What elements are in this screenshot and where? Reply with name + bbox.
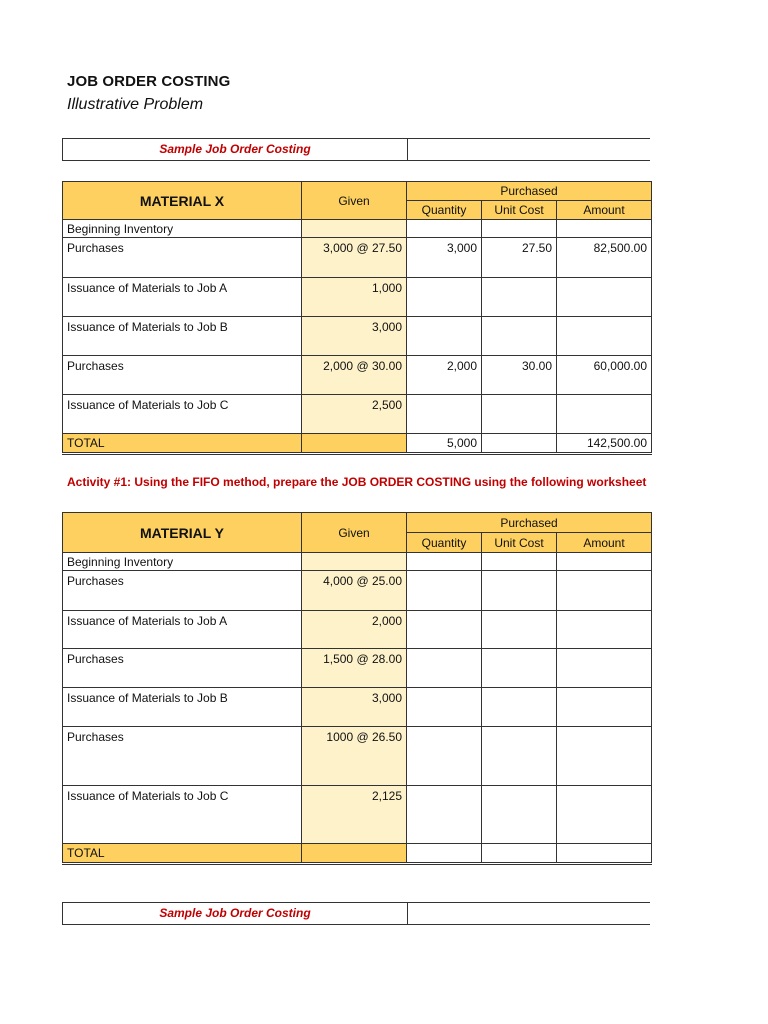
row-label: Purchases xyxy=(63,649,302,688)
row-label: Issuance of Materials to Job C xyxy=(63,395,302,434)
purchased-header: Purchased xyxy=(407,513,652,533)
unit-cost-cell[interactable] xyxy=(482,688,557,727)
amount-cell[interactable] xyxy=(557,649,652,688)
amount-cell: 60,000.00 xyxy=(557,356,652,395)
beginning-inventory-label: Beginning Inventory xyxy=(63,553,302,571)
given-cell: 3,000 xyxy=(302,688,407,727)
row-label: Issuance of Materials to Job A xyxy=(63,611,302,649)
sample-label: Sample Job Order Costing xyxy=(63,903,408,924)
amount-cell[interactable] xyxy=(557,553,652,571)
given-cell: 2,125 xyxy=(302,786,407,844)
amount-cell[interactable] xyxy=(557,688,652,727)
quantity-cell[interactable] xyxy=(407,727,482,786)
given-cell xyxy=(302,220,407,238)
amount-header: Amount xyxy=(557,533,652,553)
given-cell: 1,000 xyxy=(302,278,407,317)
unit-cost-header: Unit Cost xyxy=(482,533,557,553)
material-y-table xyxy=(62,512,652,865)
material-x-table xyxy=(62,181,652,455)
row-label: Purchases xyxy=(63,238,302,278)
total-amount: 142,500.00 xyxy=(557,434,652,454)
given-cell xyxy=(302,553,407,571)
given-cell: 1,500 @ 28.00 xyxy=(302,649,407,688)
total-label: TOTAL xyxy=(63,434,302,454)
amount-cell xyxy=(557,317,652,356)
unit-cost-cell xyxy=(482,278,557,317)
amount-cell[interactable] xyxy=(557,611,652,649)
given-cell: 1000 @ 26.50 xyxy=(302,727,407,786)
amount-cell[interactable] xyxy=(557,727,652,786)
amount-cell: 82,500.00 xyxy=(557,238,652,278)
quantity-cell[interactable] xyxy=(407,786,482,844)
unit-cost-cell xyxy=(482,317,557,356)
given-cell: 3,000 @ 27.50 xyxy=(302,238,407,278)
unit-cost-cell[interactable] xyxy=(482,727,557,786)
row-label: Purchases xyxy=(63,356,302,395)
quantity-cell: 3,000 xyxy=(407,238,482,278)
quantity-cell xyxy=(407,317,482,356)
amount-cell[interactable] xyxy=(557,571,652,611)
given-cell: 2,500 xyxy=(302,395,407,434)
amount-header: Amount xyxy=(557,201,652,220)
quantity-cell: 2,000 xyxy=(407,356,482,395)
unit-cost-cell: 30.00 xyxy=(482,356,557,395)
unit-cost-cell: 27.50 xyxy=(482,238,557,278)
total-unit-cost[interactable] xyxy=(482,844,557,864)
material-y-heading: MATERIAL Y xyxy=(63,513,302,553)
total-quantity: 5,000 xyxy=(407,434,482,454)
purchased-header: Purchased xyxy=(407,182,652,201)
unit-cost-cell[interactable] xyxy=(482,611,557,649)
quantity-cell xyxy=(407,278,482,317)
quantity-cell xyxy=(407,220,482,238)
sample-header-bar xyxy=(62,138,650,161)
row-label: Issuance of Materials to Job B xyxy=(63,317,302,356)
quantity-cell[interactable] xyxy=(407,649,482,688)
quantity-cell[interactable] xyxy=(407,553,482,571)
activity-instruction: Activity #1: Using the FIFO method, prepare the JOB ORDER COSTING using the following worksheet xyxy=(67,475,647,489)
quantity-header: Quantity xyxy=(407,201,482,220)
total-quantity[interactable] xyxy=(407,844,482,864)
row-label: Purchases xyxy=(63,571,302,611)
total-given-cell xyxy=(302,434,407,454)
unit-cost-cell[interactable] xyxy=(482,786,557,844)
page-subtitle: Illustrative Problem xyxy=(67,96,204,113)
page-title: JOB ORDER COSTING xyxy=(67,73,231,90)
amount-cell xyxy=(557,395,652,434)
unit-cost-header: Unit Cost xyxy=(482,201,557,220)
quantity-cell[interactable] xyxy=(407,688,482,727)
row-label: Issuance of Materials to Job C xyxy=(63,786,302,844)
unit-cost-cell xyxy=(482,395,557,434)
amount-cell[interactable] xyxy=(557,786,652,844)
total-label: TOTAL xyxy=(63,844,302,864)
total-amount[interactable] xyxy=(557,844,652,864)
given-cell: 4,000 @ 25.00 xyxy=(302,571,407,611)
unit-cost-cell xyxy=(482,220,557,238)
unit-cost-cell[interactable] xyxy=(482,571,557,611)
quantity-cell[interactable] xyxy=(407,611,482,649)
quantity-cell xyxy=(407,395,482,434)
total-given-cell xyxy=(302,844,407,864)
quantity-cell[interactable] xyxy=(407,571,482,611)
amount-cell xyxy=(557,278,652,317)
row-label: Purchases xyxy=(63,727,302,786)
given-cell: 2,000 xyxy=(302,611,407,649)
unit-cost-cell[interactable] xyxy=(482,649,557,688)
row-label: Issuance of Materials to Job B xyxy=(63,688,302,727)
row-label: Issuance of Materials to Job A xyxy=(63,278,302,317)
sample-footer-bar xyxy=(62,902,650,925)
total-unit-cost xyxy=(482,434,557,454)
beginning-inventory-label: Beginning Inventory xyxy=(63,220,302,238)
amount-cell xyxy=(557,220,652,238)
given-cell: 2,000 @ 30.00 xyxy=(302,356,407,395)
given-header: Given xyxy=(302,182,407,220)
unit-cost-cell[interactable] xyxy=(482,553,557,571)
sample-label: Sample Job Order Costing xyxy=(63,139,408,160)
given-header: Given xyxy=(302,513,407,553)
given-cell: 3,000 xyxy=(302,317,407,356)
quantity-header: Quantity xyxy=(407,533,482,553)
material-x-heading: MATERIAL X xyxy=(63,182,302,220)
